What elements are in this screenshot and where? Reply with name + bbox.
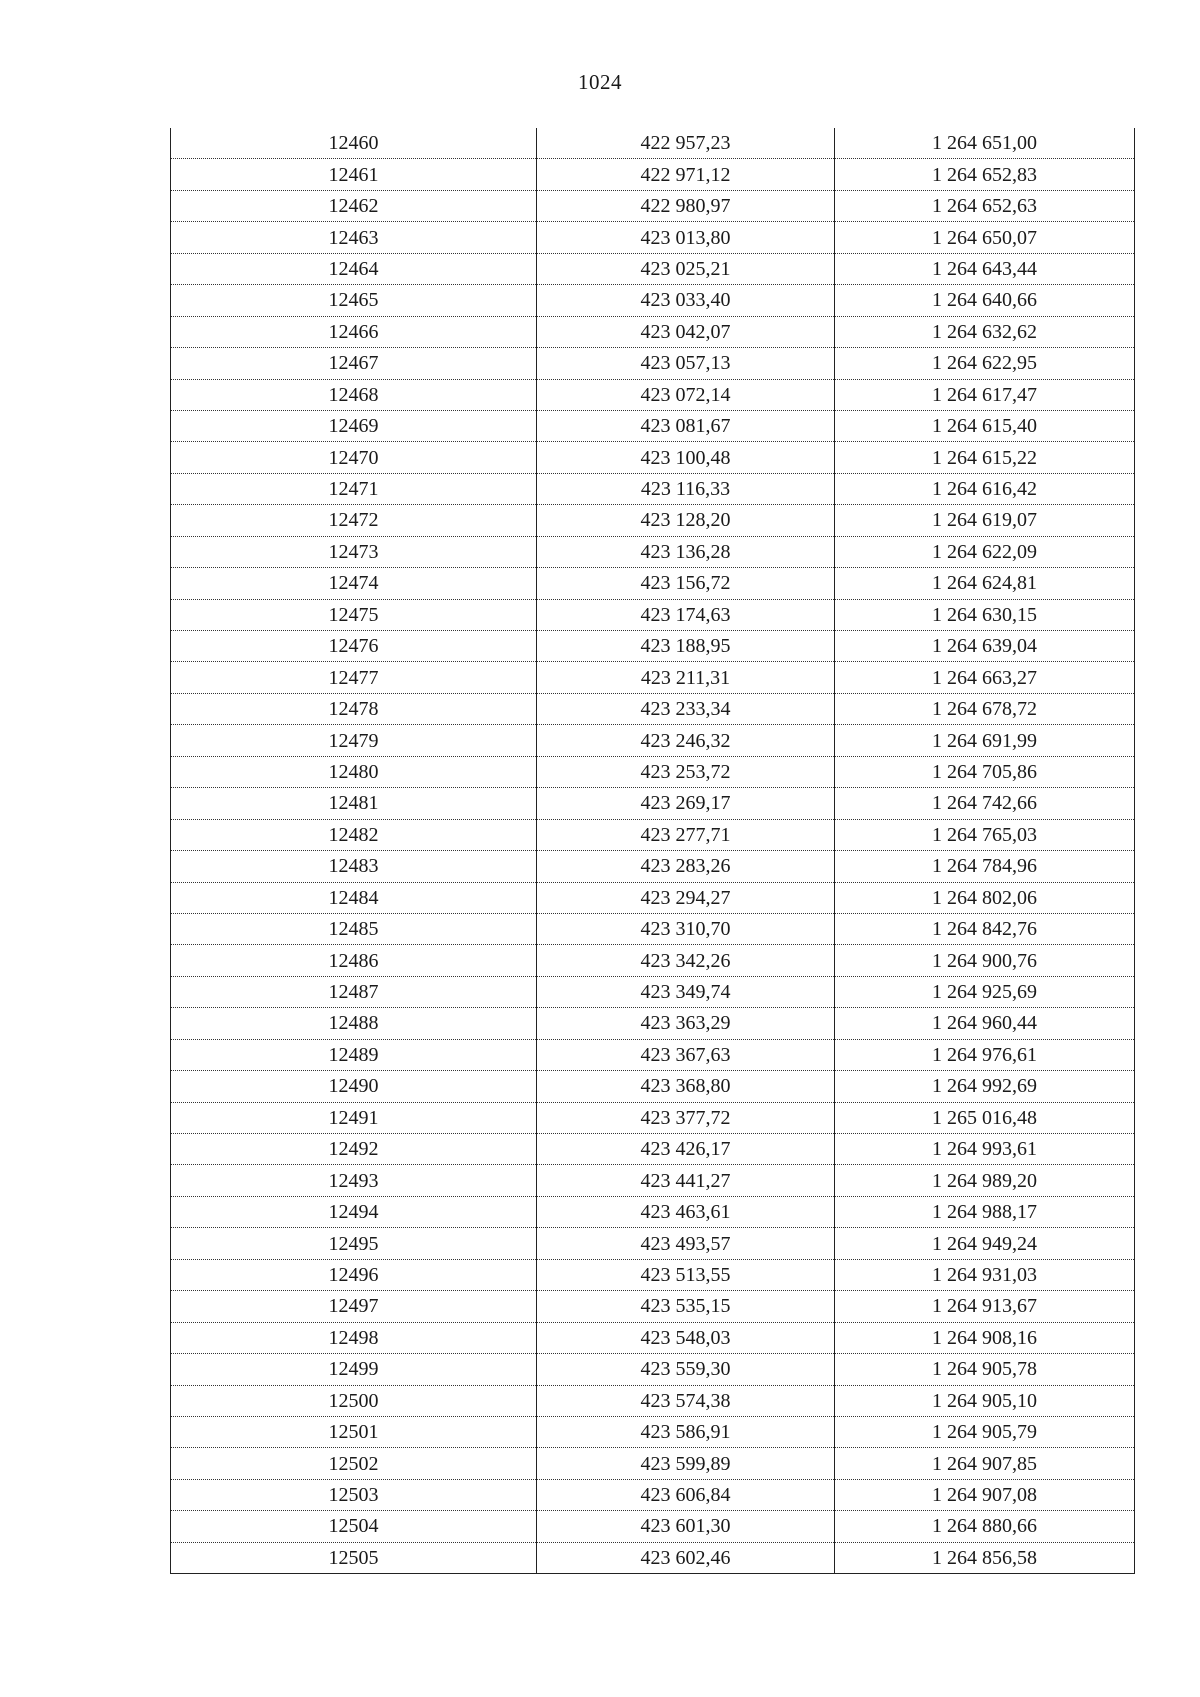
table-row	[171, 756, 1135, 787]
table-row	[171, 536, 1135, 567]
table-row	[171, 662, 1135, 693]
y-coordinate-cell: 1 264 765,03	[835, 819, 1135, 850]
table-row	[171, 1542, 1135, 1573]
point-number-cell: 12474	[171, 568, 537, 599]
point-number-cell: 12480	[171, 756, 537, 787]
x-coordinate-cell: 423 342,26	[537, 945, 835, 976]
table-row	[171, 1134, 1135, 1165]
table-row	[171, 159, 1135, 190]
x-coordinate-cell: 423 277,71	[537, 819, 835, 850]
table-row	[171, 442, 1135, 473]
table-row	[171, 285, 1135, 316]
y-coordinate-cell: 1 264 784,96	[835, 851, 1135, 882]
table-row	[171, 1416, 1135, 1447]
point-number-cell: 12497	[171, 1291, 537, 1322]
y-coordinate-cell: 1 264 652,63	[835, 190, 1135, 221]
y-coordinate-cell: 1 264 663,27	[835, 662, 1135, 693]
x-coordinate-cell: 423 188,95	[537, 631, 835, 662]
y-coordinate-cell: 1 264 960,44	[835, 1008, 1135, 1039]
point-number-cell: 12463	[171, 222, 537, 253]
point-number-cell: 12486	[171, 945, 537, 976]
x-coordinate-cell: 423 559,30	[537, 1354, 835, 1385]
y-coordinate-cell: 1 264 650,07	[835, 222, 1135, 253]
y-coordinate-cell: 1 264 905,78	[835, 1354, 1135, 1385]
point-number-cell: 12460	[171, 128, 537, 159]
x-coordinate-cell: 423 513,55	[537, 1259, 835, 1290]
y-coordinate-cell: 1 264 691,99	[835, 725, 1135, 756]
x-coordinate-cell: 423 081,67	[537, 410, 835, 441]
point-number-cell: 12471	[171, 473, 537, 504]
x-coordinate-cell: 423 246,32	[537, 725, 835, 756]
point-number-cell: 12492	[171, 1134, 537, 1165]
table-row	[171, 599, 1135, 630]
x-coordinate-cell: 423 363,29	[537, 1008, 835, 1039]
y-coordinate-cell: 1 264 640,66	[835, 285, 1135, 316]
x-coordinate-cell: 423 042,07	[537, 316, 835, 347]
x-coordinate-cell: 423 548,03	[537, 1322, 835, 1353]
point-number-cell: 12466	[171, 316, 537, 347]
x-coordinate-cell: 423 310,70	[537, 913, 835, 944]
table-row	[171, 568, 1135, 599]
table-row	[171, 1259, 1135, 1290]
point-number-cell: 12467	[171, 348, 537, 379]
y-coordinate-cell: 1 264 949,24	[835, 1228, 1135, 1259]
y-coordinate-cell: 1 264 622,09	[835, 536, 1135, 567]
x-coordinate-cell: 423 574,38	[537, 1385, 835, 1416]
point-number-cell: 12490	[171, 1071, 537, 1102]
coordinates-table-body	[171, 128, 1135, 1574]
table-row	[171, 1102, 1135, 1133]
point-number-cell: 12464	[171, 253, 537, 284]
y-coordinate-cell: 1 264 880,66	[835, 1511, 1135, 1542]
y-coordinate-cell: 1 264 900,76	[835, 945, 1135, 976]
x-coordinate-cell: 423 033,40	[537, 285, 835, 316]
y-coordinate-cell: 1 264 643,44	[835, 253, 1135, 284]
x-coordinate-cell: 423 493,57	[537, 1228, 835, 1259]
x-coordinate-cell: 422 957,23	[537, 128, 835, 159]
table-row	[171, 222, 1135, 253]
table-row	[171, 945, 1135, 976]
point-number-cell: 12483	[171, 851, 537, 882]
x-coordinate-cell: 423 463,61	[537, 1196, 835, 1227]
table-row	[171, 631, 1135, 662]
x-coordinate-cell: 423 367,63	[537, 1039, 835, 1070]
x-coordinate-cell: 423 057,13	[537, 348, 835, 379]
coordinates-table	[170, 128, 1135, 1574]
x-coordinate-cell: 423 233,34	[537, 693, 835, 724]
table-row	[171, 1228, 1135, 1259]
table-row	[171, 505, 1135, 536]
table-row	[171, 1008, 1135, 1039]
table-row	[171, 1322, 1135, 1353]
y-coordinate-cell: 1 264 931,03	[835, 1259, 1135, 1290]
y-coordinate-cell: 1 264 802,06	[835, 882, 1135, 913]
x-coordinate-cell: 423 025,21	[537, 253, 835, 284]
point-number-cell: 12498	[171, 1322, 537, 1353]
table-row	[171, 410, 1135, 441]
point-number-cell: 12481	[171, 788, 537, 819]
x-coordinate-cell: 423 174,63	[537, 599, 835, 630]
y-coordinate-cell: 1 264 632,62	[835, 316, 1135, 347]
point-number-cell: 12473	[171, 536, 537, 567]
y-coordinate-cell: 1 264 624,81	[835, 568, 1135, 599]
point-number-cell: 12495	[171, 1228, 537, 1259]
y-coordinate-cell: 1 264 907,08	[835, 1479, 1135, 1510]
x-coordinate-cell: 423 349,74	[537, 976, 835, 1007]
point-number-cell: 12470	[171, 442, 537, 473]
point-number-cell: 12482	[171, 819, 537, 850]
x-coordinate-cell: 423 586,91	[537, 1416, 835, 1447]
y-coordinate-cell: 1 264 976,61	[835, 1039, 1135, 1070]
x-coordinate-cell: 423 136,28	[537, 536, 835, 567]
y-coordinate-cell: 1 264 842,76	[835, 913, 1135, 944]
y-coordinate-cell: 1 264 905,10	[835, 1385, 1135, 1416]
x-coordinate-cell: 423 535,15	[537, 1291, 835, 1322]
x-coordinate-cell: 423 294,27	[537, 882, 835, 913]
y-coordinate-cell: 1 264 639,04	[835, 631, 1135, 662]
y-coordinate-cell: 1 264 908,16	[835, 1322, 1135, 1353]
point-number-cell: 12475	[171, 599, 537, 630]
table-row	[171, 316, 1135, 347]
page-number: 1024	[578, 70, 622, 94]
table-row	[171, 379, 1135, 410]
x-coordinate-cell: 423 013,80	[537, 222, 835, 253]
y-coordinate-cell: 1 264 742,66	[835, 788, 1135, 819]
y-coordinate-cell: 1 264 616,42	[835, 473, 1135, 504]
table-row	[171, 913, 1135, 944]
y-coordinate-cell: 1 265 016,48	[835, 1102, 1135, 1133]
x-coordinate-cell: 423 602,46	[537, 1542, 835, 1573]
table-row	[171, 1039, 1135, 1070]
y-coordinate-cell: 1 264 651,00	[835, 128, 1135, 159]
y-coordinate-cell: 1 264 993,61	[835, 1134, 1135, 1165]
y-coordinate-cell: 1 264 988,17	[835, 1196, 1135, 1227]
point-number-cell: 12491	[171, 1102, 537, 1133]
point-number-cell: 12501	[171, 1416, 537, 1447]
x-coordinate-cell: 423 156,72	[537, 568, 835, 599]
point-number-cell: 12465	[171, 285, 537, 316]
table-row	[171, 725, 1135, 756]
table-row	[171, 190, 1135, 221]
x-coordinate-cell: 423 368,80	[537, 1071, 835, 1102]
point-number-cell: 12505	[171, 1542, 537, 1573]
point-number-cell: 12503	[171, 1479, 537, 1510]
point-number-cell: 12468	[171, 379, 537, 410]
table-row	[171, 882, 1135, 913]
table-row	[171, 128, 1135, 159]
x-coordinate-cell: 423 606,84	[537, 1479, 835, 1510]
point-number-cell: 12494	[171, 1196, 537, 1227]
x-coordinate-cell: 422 971,12	[537, 159, 835, 190]
point-number-cell: 12488	[171, 1008, 537, 1039]
point-number-cell: 12462	[171, 190, 537, 221]
table-row	[171, 253, 1135, 284]
point-number-cell: 12487	[171, 976, 537, 1007]
point-number-cell: 12477	[171, 662, 537, 693]
point-number-cell: 12485	[171, 913, 537, 944]
x-coordinate-cell: 423 253,72	[537, 756, 835, 787]
y-coordinate-cell: 1 264 652,83	[835, 159, 1135, 190]
table-row	[171, 693, 1135, 724]
point-number-cell: 12496	[171, 1259, 537, 1290]
point-number-cell: 12479	[171, 725, 537, 756]
y-coordinate-cell: 1 264 615,40	[835, 410, 1135, 441]
table-row	[171, 1479, 1135, 1510]
y-coordinate-cell: 1 264 925,69	[835, 976, 1135, 1007]
y-coordinate-cell: 1 264 992,69	[835, 1071, 1135, 1102]
x-coordinate-cell: 423 441,27	[537, 1165, 835, 1196]
y-coordinate-cell: 1 264 905,79	[835, 1416, 1135, 1447]
table-row	[171, 1196, 1135, 1227]
y-coordinate-cell: 1 264 622,95	[835, 348, 1135, 379]
y-coordinate-cell: 1 264 615,22	[835, 442, 1135, 473]
point-number-cell: 12504	[171, 1511, 537, 1542]
x-coordinate-cell: 423 100,48	[537, 442, 835, 473]
point-number-cell: 12469	[171, 410, 537, 441]
y-coordinate-cell: 1 264 630,15	[835, 599, 1135, 630]
table-row	[171, 1354, 1135, 1385]
y-coordinate-cell: 1 264 989,20	[835, 1165, 1135, 1196]
point-number-cell: 12500	[171, 1385, 537, 1416]
y-coordinate-cell: 1 264 678,72	[835, 693, 1135, 724]
table-row	[171, 1291, 1135, 1322]
x-coordinate-cell: 423 426,17	[537, 1134, 835, 1165]
y-coordinate-cell: 1 264 619,07	[835, 505, 1135, 536]
y-coordinate-cell: 1 264 856,58	[835, 1542, 1135, 1573]
table-row	[171, 1071, 1135, 1102]
point-number-cell: 12472	[171, 505, 537, 536]
x-coordinate-cell: 423 269,17	[537, 788, 835, 819]
table-row	[171, 1448, 1135, 1479]
x-coordinate-cell: 423 377,72	[537, 1102, 835, 1133]
x-coordinate-cell: 423 116,33	[537, 473, 835, 504]
point-number-cell: 12476	[171, 631, 537, 662]
y-coordinate-cell: 1 264 617,47	[835, 379, 1135, 410]
x-coordinate-cell: 423 211,31	[537, 662, 835, 693]
y-coordinate-cell: 1 264 907,85	[835, 1448, 1135, 1479]
y-coordinate-cell: 1 264 705,86	[835, 756, 1135, 787]
table-row	[171, 473, 1135, 504]
y-coordinate-cell: 1 264 913,67	[835, 1291, 1135, 1322]
x-coordinate-cell: 423 599,89	[537, 1448, 835, 1479]
x-coordinate-cell: 423 072,14	[537, 379, 835, 410]
table-row	[171, 819, 1135, 850]
x-coordinate-cell: 423 128,20	[537, 505, 835, 536]
x-coordinate-cell: 423 601,30	[537, 1511, 835, 1542]
point-number-cell: 12499	[171, 1354, 537, 1385]
point-number-cell: 12478	[171, 693, 537, 724]
table-row	[171, 851, 1135, 882]
x-coordinate-cell: 422 980,97	[537, 190, 835, 221]
table-row	[171, 976, 1135, 1007]
table-row	[171, 1165, 1135, 1196]
point-number-cell: 12461	[171, 159, 537, 190]
x-coordinate-cell: 423 283,26	[537, 851, 835, 882]
point-number-cell: 12484	[171, 882, 537, 913]
table-row	[171, 348, 1135, 379]
point-number-cell: 12489	[171, 1039, 537, 1070]
point-number-cell: 12502	[171, 1448, 537, 1479]
point-number-cell: 12493	[171, 1165, 537, 1196]
table-row	[171, 788, 1135, 819]
table-row	[171, 1511, 1135, 1542]
table-row	[171, 1385, 1135, 1416]
